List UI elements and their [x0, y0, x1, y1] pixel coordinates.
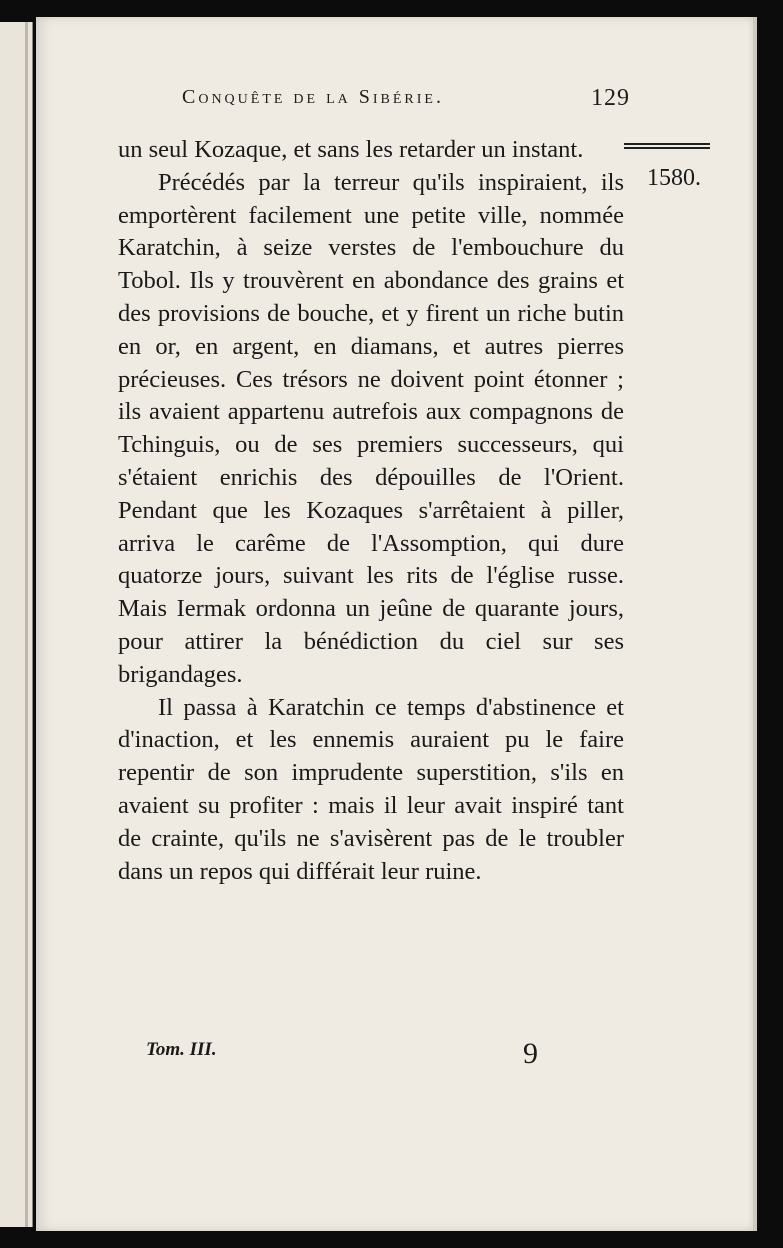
- paragraph: Il passa à Karatchin ce temps d'abstinence et d'inaction, et les ennemis auraient pu le faire repentir de son imprudente superstition, s'ils en avaient su profiter : mais il leur avait inspiré tant de crainte, qu'ils ne s'avisèrent pas de le troubler dans un repos qui différait leur ruine.: [118, 693, 624, 885]
- facing-page-edge: [0, 22, 33, 1227]
- running-title: Conquête de la Sibérie.: [182, 86, 444, 108]
- body-text: [118, 134, 624, 888]
- footer: [146, 1039, 546, 1073]
- paragraph: Précédés par la terreur qu'ils inspiraient, ils emportèrent facilement une petite ville, nommée Karatchin, à seize verstes de l'embouchure du Tobol. Ils y trouvèrent en abondance des grains et des provisions de bouche, et y firent un riche butin en or, en argent, en diamans, et autres pierres précieuses. Ces trésors ne doivent point étonner ; ils avaient appartenu autrefois aux compagnons de Tchinguis, ou de ses premiers successeurs, qui s'étaient enrichis des dépouilles de l'Orient. Pendant que les Kozaques s'arrêtaient à piller, arriva le carême de l'Assomption, qui dure quatorze jours, suivant les rits de l'église russe. Mais Iermak ordonna un jeûne de quarante jours, pour attirer la bénédiction du ciel sur ses brigandages.: [118, 168, 624, 688]
- margin-rule: [624, 143, 710, 155]
- page-edge: [753, 17, 757, 1231]
- margin-year: 1580.: [647, 165, 701, 191]
- page-number: 129: [591, 85, 630, 111]
- volume-label: Tom. III.: [146, 1039, 217, 1060]
- paragraph-continuation: un seul Kozaque, et sans les retarder un instant.: [118, 136, 584, 163]
- signature-mark: 9: [523, 1037, 538, 1070]
- page-header: [182, 86, 634, 122]
